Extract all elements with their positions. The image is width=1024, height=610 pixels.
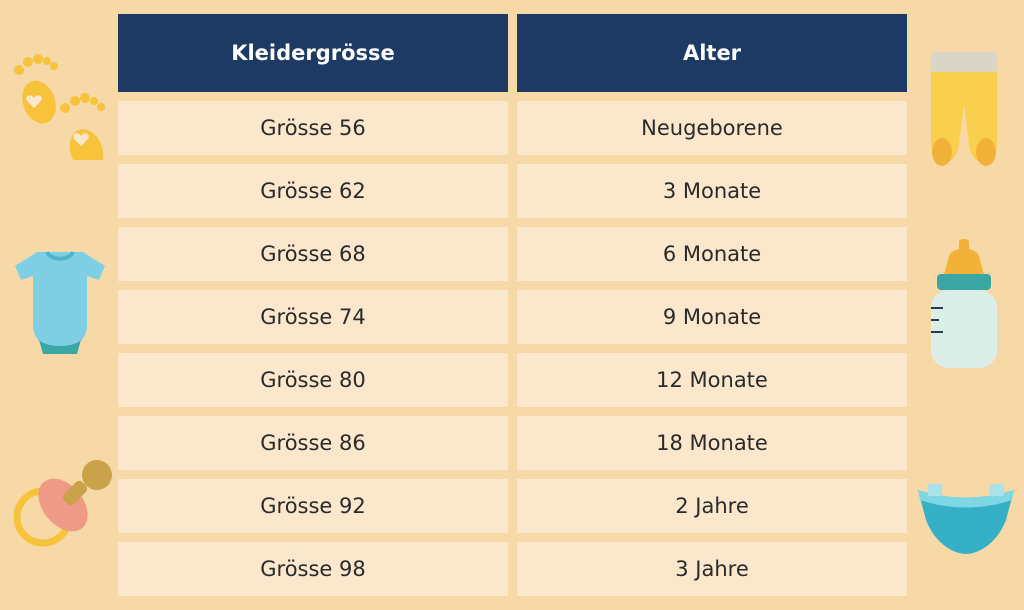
pacifier-icon xyxy=(13,455,113,555)
table-row xyxy=(118,101,907,155)
bodysuit-icon xyxy=(13,248,107,360)
table-row xyxy=(118,164,907,218)
age-cell: 6 Monate xyxy=(517,227,907,281)
age-cell: Neugeborene xyxy=(517,101,907,155)
size-table xyxy=(118,14,907,605)
size-cell: Grösse 98 xyxy=(118,542,508,596)
size-cell: Grösse 86 xyxy=(118,416,508,470)
age-cell: 3 Jahre xyxy=(517,542,907,596)
footprints-icon xyxy=(5,50,110,160)
age-cell: 12 Monate xyxy=(517,353,907,407)
size-cell: Grösse 74 xyxy=(118,290,508,344)
size-cell: Grösse 92 xyxy=(118,479,508,533)
table-row xyxy=(118,479,907,533)
age-cell: 18 Monate xyxy=(517,416,907,470)
table-row xyxy=(118,227,907,281)
baby-bottle-icon xyxy=(925,238,1003,370)
baby-pants-icon xyxy=(925,50,1003,170)
table-row xyxy=(118,290,907,344)
header-age: Alter xyxy=(517,14,907,92)
table-row xyxy=(118,416,907,470)
diaper-icon xyxy=(916,476,1016,556)
age-cell: 9 Monate xyxy=(517,290,907,344)
size-cell: Grösse 80 xyxy=(118,353,508,407)
table-row xyxy=(118,542,907,596)
size-cell: Grösse 62 xyxy=(118,164,508,218)
table-header xyxy=(118,14,907,92)
age-cell: 2 Jahre xyxy=(517,479,907,533)
size-cell: Grösse 56 xyxy=(118,101,508,155)
table-row xyxy=(118,353,907,407)
age-cell: 3 Monate xyxy=(517,164,907,218)
size-cell: Grösse 68 xyxy=(118,227,508,281)
header-size: Kleidergrösse xyxy=(118,14,508,92)
